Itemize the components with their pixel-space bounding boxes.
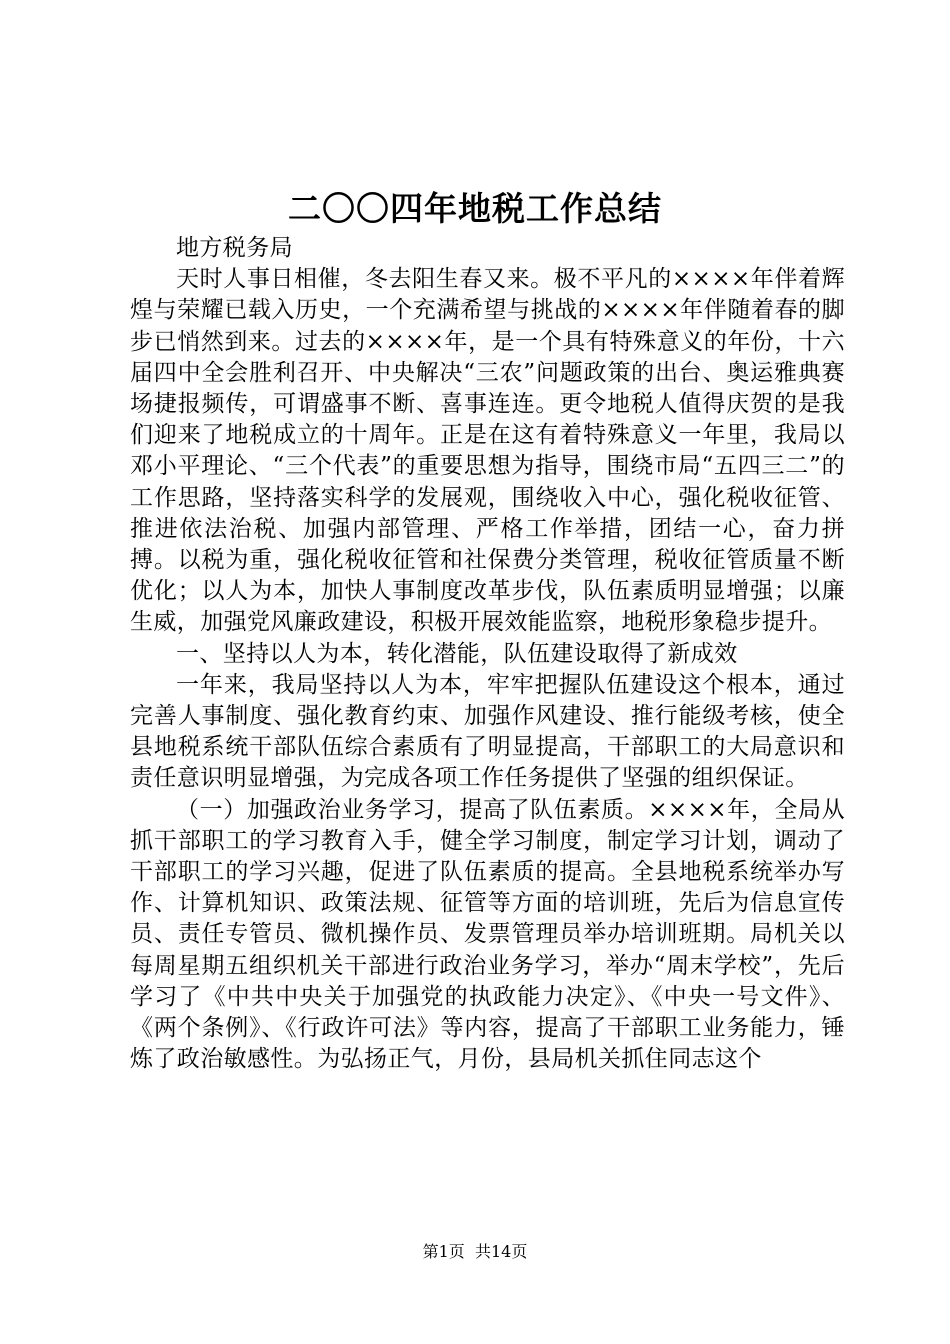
page-total: 共14页	[474, 1242, 528, 1261]
section-heading: 一、坚持以人为本，转化潜能，队伍建设取得了新成效	[176, 640, 738, 667]
paragraph: （一）加强政治业务学习，提高了队伍素质。××××年，全局从抓干部职工的学习教育入手，健全学习制度，制定学习计划，调动了干部职工的学习兴趣，促进了队伍素质的提高。全县地税系统举办写作、计算机知识、政策法规、征管等方面的培训班，先后为信息宣传员、责任专管员、微机操作员、发票管理员举办培训班期。局机关以每周星期五组织机关干部进行政治业务学习，举办“周末学校”，先后学习了《中共中央关于加强党的执政能力决定》、《中央一号文件》、《两个条例》、《行政许可法》等内容，提高了干部职工业务能力，锤炼了政治敏感性。为弘扬正气，月份，县局机关抓住同志这个	[130, 796, 845, 1073]
org-line: 地方税务局	[176, 235, 293, 261]
page-number: 第1页	[422, 1242, 465, 1261]
document-body	[130, 233, 845, 1075]
page-footer	[0, 1240, 950, 1264]
paragraph: 一年来，我局坚持以人为本，牢牢把握队伍建设这个根本，通过完善人事制度、强化教育约束、加强作风建设、推行能级考核，使全县地税系统干部队伍综合素质有了明显提高，干部职工的大局意识和责任意识明显增强，为完成各项工作任务提供了坚强的组织保证。	[130, 671, 845, 792]
footer-spacer	[465, 1242, 475, 1261]
paragraph: 天时人事日相催，冬去阳生春又来。极不平凡的××××年伴着辉煌与荣耀已载入历史，一个充满希望与挑战的××××年伴随着春的脚步已悄然到来。过去的××××年，是一个具有特殊意义的年份，十六届四中全会胜利召开、中央解决“三农”问题政策的出台、奥运雅典赛场捷报频传，可谓盛事不断、喜事连连。更令地税人值得庆贺的是我们迎来了地税成立的十周年。正是在这有着特殊意义一年里，我局以邓小平理论、“三个代表”的重要思想为指导，围绕市局“五四三二”的工作思路，坚持落实科学的发展观，围绕收入中心，强化税收征管、推进依法治税、加强内部管理、严格工作举措，团结一心，奋力拼搏。以税为重，强化税收征管和社保费分类管理，税收征管质量不断优化；以人为本，加快人事制度改革步伐，队伍素质明显增强；以廉生威，加强党风廉政建设，积极开展效能监察，地税形象稳步提升。	[130, 266, 845, 636]
document-title: 二〇〇四年地税工作总结	[288, 189, 662, 228]
